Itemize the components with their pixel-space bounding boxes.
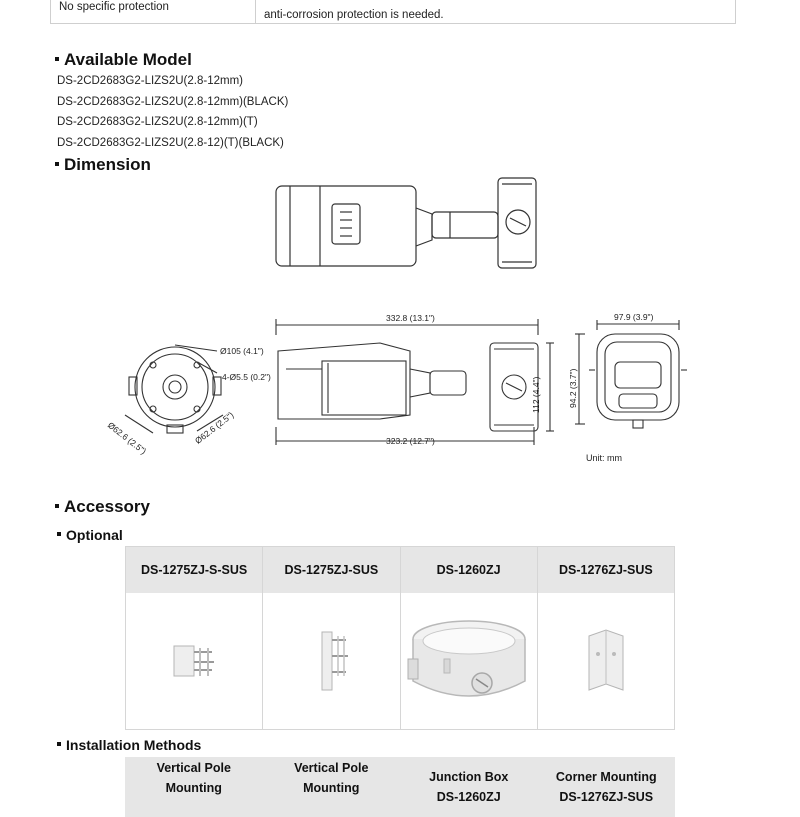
optional-heading: Optional <box>57 527 123 543</box>
installation-method: Junction Box <box>429 770 509 784</box>
accessory-image-cell <box>263 593 399 729</box>
dim-label: Ø62.6 (2.5") <box>193 409 236 446</box>
protection-cell-right: anti-corrosion protection is needed. <box>264 9 444 21</box>
available-model-heading: Available Model <box>55 50 192 70</box>
bullet-icon <box>55 162 59 166</box>
model-item: DS-2CD2683G2-LIZS2U(2.8-12)(T)(BLACK) <box>57 136 284 149</box>
bullet-icon <box>57 742 61 746</box>
installation-column <box>125 757 263 817</box>
installation-method-sub: DS-1276ZJ-SUS <box>559 790 654 804</box>
installation-column <box>538 757 676 817</box>
dim-label: 112 (4.4") <box>531 376 541 413</box>
installation-method: Corner Mounting <box>555 770 657 784</box>
model-list <box>57 74 288 156</box>
installation-table <box>125 757 675 817</box>
model-item: DS-2CD2683G2-LIZS2U(2.8-12mm) <box>57 75 243 87</box>
installation-method-sub: DS-1260ZJ <box>436 790 501 804</box>
dim-label: Ø105 (4.1") <box>220 346 264 356</box>
junction-box-icon <box>404 611 534 711</box>
installation-method: Vertical Pole <box>294 761 369 775</box>
bullet-icon <box>55 504 59 508</box>
dim-label: Ø62.6 (2.5") <box>105 420 149 457</box>
bullet-icon <box>55 57 59 61</box>
dim-label: 94.2 (3.7") <box>568 368 578 408</box>
accessory-table <box>125 546 675 730</box>
accessory-image-cell <box>538 593 674 729</box>
accessory-column <box>126 547 263 729</box>
installation-column <box>263 757 401 817</box>
camera-front-view-diagram <box>575 320 695 440</box>
dim-label: 4-Ø5.5 (0.2") <box>222 372 271 382</box>
accessory-image-cell <box>126 593 262 729</box>
accessory-image-cell <box>401 593 537 729</box>
installation-column <box>400 757 538 817</box>
model-item: DS-2CD2683G2-LIZS2U(2.8-12mm)(T) <box>57 116 258 128</box>
model-item: DS-2CD2683G2-LIZS2U(2.8-12mm)(BLACK) <box>57 95 289 108</box>
installation-heading: Installation Methods <box>57 737 201 753</box>
corner-mount-icon <box>581 626 631 696</box>
dim-label: 332.8 (13.1") <box>386 313 435 323</box>
installation-method-sub: Mounting <box>303 781 360 795</box>
accessory-column <box>401 547 538 729</box>
dim-label: 97.9 (3.9") <box>614 312 654 322</box>
pole-mount-s-icon <box>164 636 224 686</box>
bullet-icon <box>57 532 61 536</box>
dim-label: 323.2 (12.7") <box>386 436 435 446</box>
installation-method-sub: Mounting <box>165 781 222 795</box>
accessory-name: DS-1276ZJ-SUS <box>538 547 674 593</box>
accessory-name: DS-1260ZJ <box>401 547 537 593</box>
camera-top-view-diagram <box>270 170 550 280</box>
protection-table <box>50 0 736 24</box>
protection-cell-left: No specific protection <box>51 0 256 23</box>
accessory-column <box>538 547 674 729</box>
unit-label: Unit: mm <box>586 453 622 463</box>
accessory-name: DS-1275ZJ-SUS <box>263 547 399 593</box>
accessory-heading: Accessory <box>55 497 150 517</box>
accessory-name: DS-1275ZJ-S-SUS <box>126 547 262 593</box>
pole-mount-icon <box>306 626 356 696</box>
dimension-heading: Dimension <box>55 155 151 175</box>
accessory-column <box>263 547 400 729</box>
camera-side-view-diagram <box>270 315 560 450</box>
installation-method: Vertical Pole <box>156 761 231 775</box>
